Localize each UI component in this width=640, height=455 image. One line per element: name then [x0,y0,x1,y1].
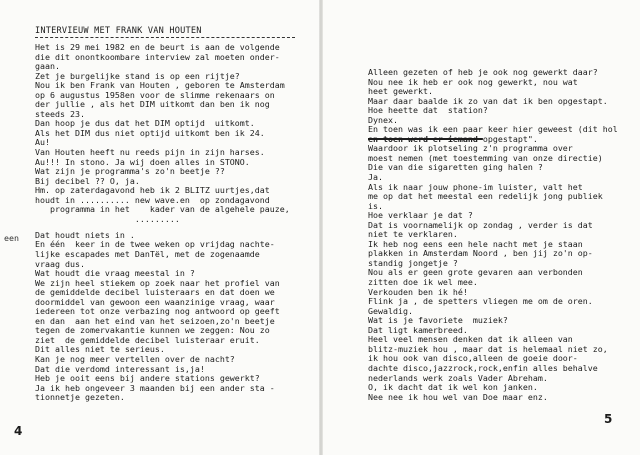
text-line: lijke escapades met DanTël, met de zogenaamde [35,248,260,259]
text-line: Kan je nog meer vertellen over de nacht? [35,354,235,364]
text-line: Nou ik ben Frank van Houten , geboren te Amsterdam [35,80,285,91]
article-title: INTERVIEUW MET FRANK VAN HOUTEN [35,26,202,36]
text-line: Bij decibel ?? O, ja. [35,175,140,186]
text-line: ik hou ook van disco,alleen de goeie door- [368,353,578,364]
struck-text: en toen werd er iemand [368,133,483,144]
text-line: de gemiddelde decibel luisteraars en dat doen we [35,287,275,298]
text-line: me op dat het meestal een redelijk jong publiek [368,191,603,202]
text-line: steeds 23. [35,108,85,119]
text-line: iedereen tot onze verbazing nog antwoord op geeft [35,306,280,317]
text-line: Wat houdt die vraag meestal in ? [35,268,195,279]
text-line: houdt in .......... new wave.en op zondagavond [35,194,270,205]
text-line: tionnetje gezeten. [35,392,125,403]
text-line: Hm. op zaterdagavond heb ik 2 BLITZ uurtjes,dat [35,185,270,196]
text-line: Nou nee ik heb er ook nog gewerkt, nou wat [368,76,578,87]
text-line: Dat die verdomd interessant is,ja! [35,363,205,374]
text-line: moest nemen (met toestemming van onze directie) [368,152,603,163]
text-line: programma in het kader van de algehele pauze, [35,204,290,215]
text-line: Zet je burgelijke stand is op een rijtje? [35,70,240,81]
line-remainder: opgestapt". [482,133,538,144]
text-line: vraag dus. [35,258,85,269]
text-line: Dat houdt niets in . [35,229,135,240]
text-line: Gewaldig. [368,305,413,316]
text-line: plakken in Amsterdam Noord , ben jij zo'n op- [368,248,593,259]
text-line: tegen de zomervakantie kunnen we zeggen: Nou zo [35,325,270,336]
text-line: Heel veel mensen denken dat ik alleen van [368,334,573,345]
text-line: Dat is voornamelijk op zondag , verder is dat [368,219,593,230]
text-line: dachte disco,jazzrock,rock,enfin alles behalve [368,362,598,373]
text-line: Die van die sigaretten ging halen ? [368,162,543,173]
text-line: Maar daar baalde ik zo van dat ik ben opgestapt. [368,95,608,106]
text-line: O, ik dacht dat ik wel kon janken. [368,382,538,393]
text-line: gaan. [35,61,60,72]
text-line: Het is 29 mei 1982 en de beurt is aan de volgende [35,42,280,52]
text-line: op 6 augustus 1958en voor de slimme rekenaars on [35,89,275,100]
text-line: standig jongetje ? [368,257,458,268]
text-line: Als het DIM dus niet optijd uitkomt ben ik 24. [35,127,265,138]
text-line: heet gewerkt. [368,86,433,97]
text-line: niet te verklaren. [368,229,458,240]
text-line: Ja ik heb ongeveer 3 maanden bij een ander sta - [35,382,275,393]
text-line: Nou als er geen grote gevaren aan verbonden [368,267,583,278]
text-line: Waardoor ik plotseling z'n programma over [368,143,573,154]
page-number-left: 4 [14,424,23,438]
text-line: Nee nee ik hou wel van Doe maar enz. [368,391,548,402]
text-line: En één keer in de twee weken op vrijdag nachte- [35,239,275,250]
text-line: Verkouden ben ik hé! [368,286,468,297]
text-line: We zijn heel stiekem op zoek naar het profiel van [35,277,280,288]
text-line: ......... [35,213,180,224]
text-line: Heb je ooit eens bij andere stations gewerkt? [35,373,260,384]
left-page-text [35,43,315,403]
text-line: Au!!! In stono. Ja wij doen alles in STONO. [35,156,250,167]
text-line: Alleen gezeten of heb je ook nog gewerkt daar? [368,67,598,77]
page-number-right: 5 [604,412,613,426]
right-page-text [368,68,638,402]
text-line: Hoe heette dat station? [368,105,488,116]
text-line: doormiddel van gewoon een waanzinige vraag, waar [35,296,275,307]
text-line: En toen was ik een paar keer hier geweest (dit hol [368,124,618,135]
text-line: zitten doe ik wel mee. [368,277,478,288]
right-page [322,0,640,455]
text-line: Hoe verklaar je dat ? [368,210,473,221]
text-line: en dan aan het eind van het seizoen,zo'n beetje [35,315,275,326]
margin-note: een [4,233,19,243]
text-line: Dat ligt kamerbreed. [368,324,468,335]
text-line: Flink ja , de spetters vliegen me om de oren. [368,296,593,307]
text-line: nederlands werk zoals Vader Abreham. [368,372,548,383]
text-line: Wat is je favoriete muziek? [368,315,508,326]
text-line: die dit onontkoombare interview zal moeten onder- [35,51,280,62]
title-underline [35,37,295,38]
text-line: Dan hoop je dus dat het DIM optijd uitkomt. [35,118,255,129]
text-line: Ik heb nog eens een hele nacht met je staan [368,238,583,249]
text-line: blitz-muziek hou , maar dat is helemaal niet zo, [368,343,608,354]
text-line: Wat zijn je programma's zo'n beetje ?? [35,166,225,177]
text-line: Dit alles niet te serieus. [35,344,165,355]
text-line: ziet de gemiddelde decibel luisteraar eruit. [35,334,260,345]
text-line: Van Houten heeft nu reeds pijn in zijn harses. [35,147,265,158]
text-line: Au! [35,137,50,148]
text-line: Als ik naar jouw phone-im luister, valt het [368,181,583,192]
text-line: Dynex. [368,114,398,125]
text-line: der jullie , als het DIM uitkomt dan ben ik nog [35,99,270,110]
text-line: Ja. [368,172,383,183]
text-line: is. [368,200,383,211]
